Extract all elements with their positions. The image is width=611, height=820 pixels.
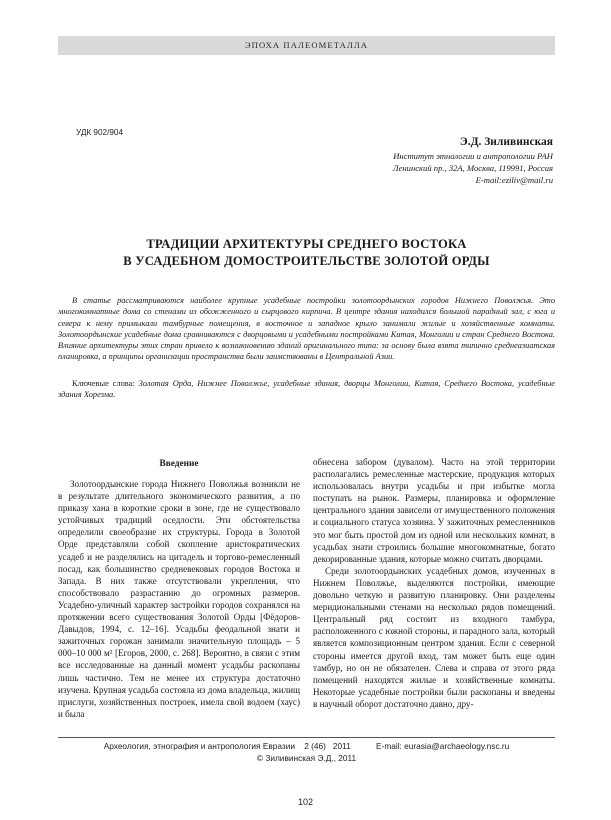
abstract: В статье рассматриваются наиболее крупные усадебные постройки золотоордынских городов Нижнего Поволжья. Это многокомнатные дома со стенами из обожженного и сырцового кирпича. В центре здания находился большой парадный зал, с юга и севера к нему примыкали тамбурные помещения, в восточное и западное крыло занимали жилые и хозяйственные комнаты. Золотоордынские усадебные дома сравниваются с дворцовыми и усадебными постройками Китая, Монголии и стран Среднего Востока. Влияние архитектуры этих стран привело к возникновению зданий оригинального типа: за основу была взята типично среднеазиатская планировка, а принципы организации пространства были заимствованы в Центральной Азии. <box>58 296 555 362</box>
author-block <box>393 136 553 186</box>
keywords-label: Ключевые слова: <box>72 379 135 388</box>
article-title-line-2: В УСАДЕБНОМ ДОМОСТРОИТЕЛЬСТВЕ ЗОЛОТОЙ ОРДЫ <box>123 254 490 268</box>
footer-copyright: © Зиливинская Э.Д., 2011 <box>256 753 357 763</box>
body-column-right <box>313 456 555 710</box>
body-paragraph: Среди золотоордынских усадебных домов, изученных в Нижнем Поволжье, выделяются постройки, имеющие довольно четкую и развитую планировку. Они разделены меридиональными стенами на несколько рядов помещений. Центральный ряд состоит из входного тамбура, расположенного с южной стороны, и парадного зала, который является композиционным центром здания. Если с северной стороны имеется другой вход, там может быть еще один тамбур, но он не обязателен. Слева и справа от этого ряда помещений находятся жилые и хозяйственные комнаты. Некоторые усадебные постройки были раскопаны и введены в научный оборот достаточно давно, дру- <box>313 565 555 709</box>
author-affiliation: Институт этнологии и антропологии РАН <box>393 151 553 161</box>
keywords-values: Золотая Орда, Нижнее Поволжье, усадебные здания, дворцы Монголии, Китая, Среднего Востока, усадебные здания Хорезма. <box>58 379 555 400</box>
running-head: ЭПОХА ПАЛЕОМЕТАЛЛА <box>58 36 555 55</box>
author-email[interactable]: E-mail:eziliv@mail.ru <box>475 175 553 185</box>
footer-journal: Археология, этнография и антропология Евразии <box>103 741 295 751</box>
footer-citation <box>58 741 555 751</box>
footer-email[interactable]: E-mail: eurasia@archaeology.nsc.ru <box>376 741 510 751</box>
section-heading-introduction: Введение <box>159 459 199 469</box>
footer-divider <box>58 737 555 738</box>
article-title-line-1: ТРАДИЦИИ АРХИТЕКТУРЫ СРЕДНЕГО ВОСТОКА <box>146 237 467 251</box>
author-address: Ленинский пр., 32А, Москва, 119991, Россия <box>392 163 553 173</box>
udc-code: УДК 902/904 <box>76 128 124 137</box>
article-title <box>58 236 555 270</box>
page-number: 102 <box>297 797 314 807</box>
footer-issue: 2 (46) <box>304 741 326 751</box>
author-name: Э.Д. Зиливинская <box>459 136 553 148</box>
body-paragraph: обнесена забором (дувалом). Часто на этой территории располагались ремесленные мастерские, продукция которых использовалась внутри усадьбы и при избытке могла поступать на рынок. Размеры, планировка и оформление центрального здания зависели от имущественного положения и социального статуса хозяина. У зажиточных ремесленников это мог быть простой дом из одной или нескольких комнат, в усадьбах знати строились большие многокомнатные, богато декорированные здания, которые можно считать дворцами. <box>313 457 555 564</box>
keywords <box>58 378 555 401</box>
body-column-left <box>58 458 300 720</box>
body-paragraph: Золотоордынские города Нижнего Поволжья возникли не в результате длительного экономического развития, а по приказу хана в короткие сроки в зоне, где не существовало устойчивых традиций оседлости. Эти обстоятельства определили своеобразие их структуры. Города в Золотой Орде представляли собой скопление аристократических усадеб и не разделялись на цитадель и торгово-ремесленный посад, как большинство средневековых городов Востока и Запада. В них также отсутствовали укрепления, что способствовало разрастанию до огромных размеров. Усадебно-уличный характер застройки городов сохранялся на протяжении всего существования Золотой Орды [Фёдоров-Давыдов, 1994, с. 12–16]. Усадьбы феодальной знати и зажиточных горожан занимали значительную площадь – 5 000–10 000 м² [Егоров, 2000, с. 268]. Вероятно, в связи с этим все исследованные на данный момент усадьбы раскопаны лишь частично. Тем не менее их структура достаточно изучена. Крупная усадьба состояла из дома владельца, жилищ прислуги, хозяйственных построек, имела свой водоем (хаус) и была <box>58 479 300 719</box>
footer-year: 2011 <box>332 741 351 751</box>
